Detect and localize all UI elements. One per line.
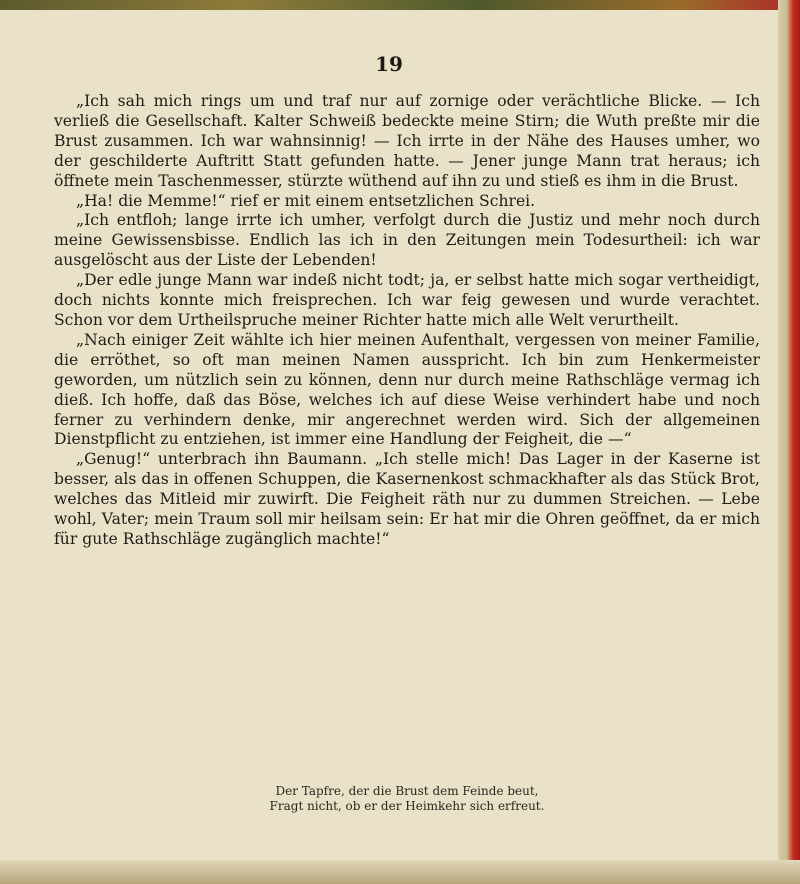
paragraph: „Ha! die Memme!“ rief er mit einem entsetzlichen Schrei. xyxy=(76,191,536,210)
page-number: 19 xyxy=(375,52,403,76)
page-right-edge xyxy=(778,0,800,884)
paragraph: „Ich entfloh; lange irrte ich umher, verfolgt durch die Justiz und mehr noch durch meine Gewissensbisse. Endlich las ich in den Zeitungen mein Todesurtheil: ich war ausgelöscht aus der Liste der Lebenden! xyxy=(54,211,760,270)
paragraph: „Ich sah mich rings um und traf nur auf zornige oder verächtliche Blicke. — Ich verließ die Gesellschaft. Kalter Schweiß bedeckte meine Stirn; die Wuth preßte mir die Brust zusammen. Ich war wahnsinnig! — Ich irrte in der Nähe des Hauses umher, wo der geschilderte Auftritt Statt gefunden hatte. — Jener junge Mann trat heraus; ich öffnete mein Taschenmesser, stürzte wüthend auf ihn zu und stieß es ihm in die Brust. xyxy=(54,92,760,190)
paragraph: „Der edle junge Mann war indeß nicht todt; ja, er selbst hatte mich sogar vertheidigt, doch nichts konnte mich freisprechen. Ich war feig gewesen und wurde verachtet. Schon vor dem Urtheilspruche meiner Richter hatte mich alle Welt verurtheilt. xyxy=(54,271,760,329)
page-bottom-edge xyxy=(0,860,800,884)
closing-verse xyxy=(54,784,760,814)
verse-line: Der Tapfre, der die Brust dem Feinde beut, xyxy=(275,784,539,798)
paragraph: „Genug!“ unterbrach ihn Baumann. „Ich stelle mich! Das Lager in der Kaserne ist besser, als das in offenen Schuppen, die Kasernenkost schmackhafter als das Stück Brot, welches das Mitleid mir zuwirft. Die Feigheit räth nur zu dummen Streichen. — Lebe wohl, Vater; mein Traum soll mir heilsam sein: Er hat mir die Ohren geöffnet, da er mich für gute Rathschläge zugänglich machte!“ xyxy=(54,450,760,548)
paragraph: „Nach einiger Zeit wählte ich hier meinen Aufenthalt, vergessen von meiner Familie, die erröthet, so oft man meinen Namen ausspricht. Ich bin zum Henkermeister geworden, um nützlich sein zu können, denn nur durch meine Rathschläge vermag ich dieß. Ich hoffe, daß das Böse, welches ich auf diese Weise verhindert habe und noch ferner zu verhindern denke, mir angerechnet werden wird. Sich der allgemeinen Dienstpflicht zu entziehen, ist immer eine Handlung der Feigheit, die —“ xyxy=(54,330,760,449)
page-top-edge xyxy=(0,0,800,10)
body-text xyxy=(54,92,760,550)
verse-line: Fragt nicht, ob er der Heimkehr sich erfreut. xyxy=(269,799,545,813)
